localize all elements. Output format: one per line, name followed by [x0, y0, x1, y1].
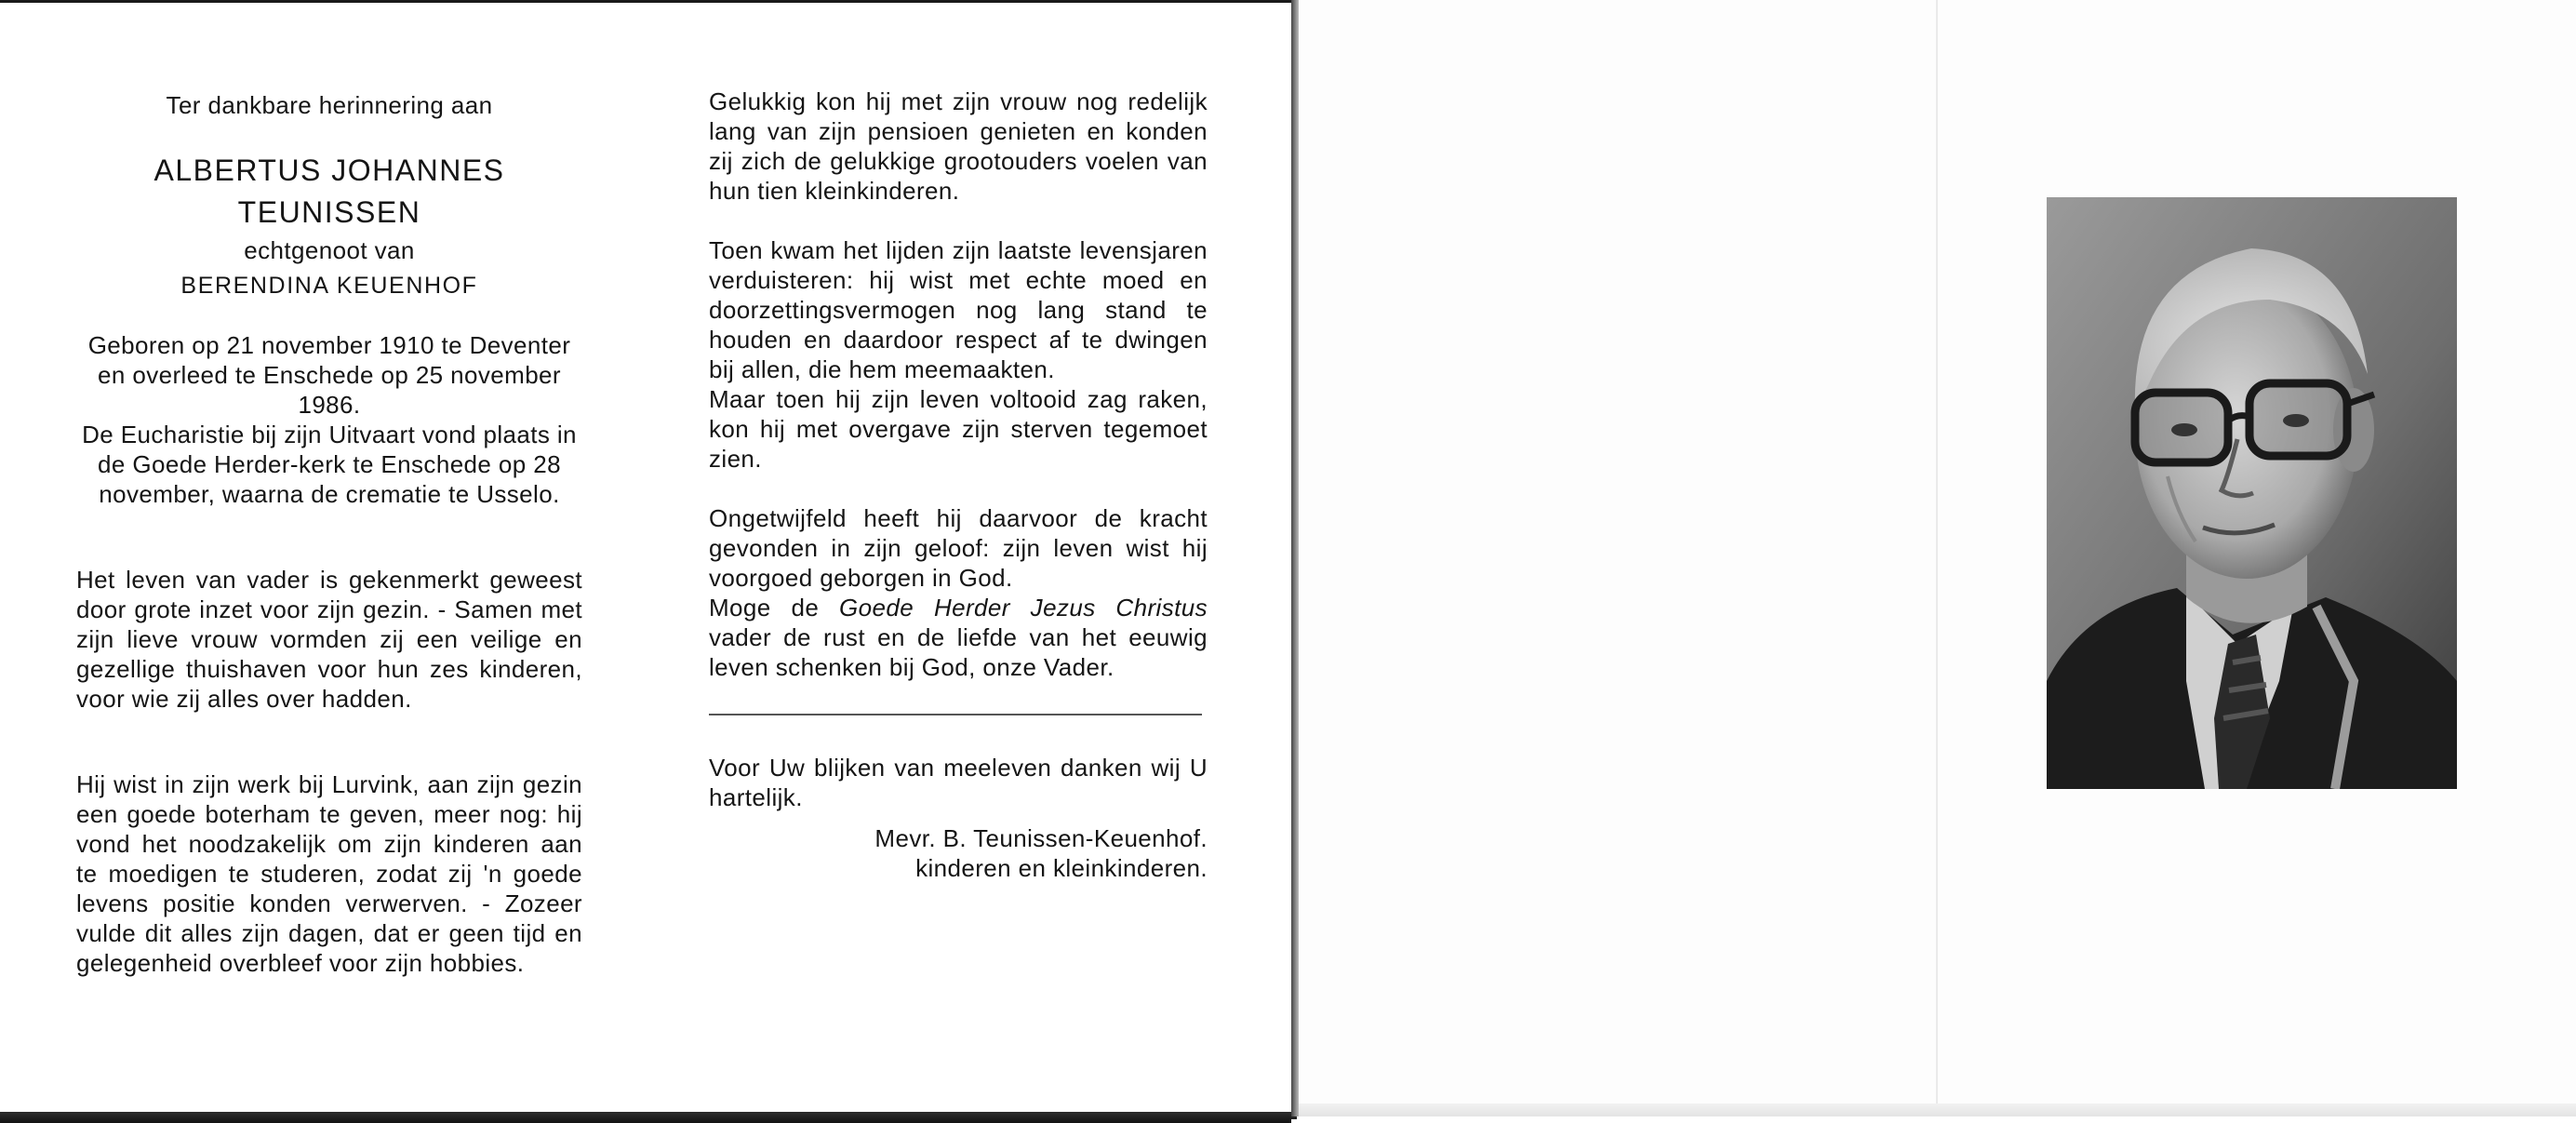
life-paragraph-1: Het leven van vader is gekenmerkt geweest door grote inzet voor zijn gezin. - Samen met zijn lieve vrouw vormden zij een veilige en gezellige thuishaven voor hun zes kinderen, voor wie zij alles over hadden.	[76, 566, 582, 713]
spouse-name: BERENDINA KEUENHOF	[180, 273, 478, 299]
portrait-photo-icon	[2047, 197, 2457, 789]
signature-line-2: kinderen en kleinkinderen.	[915, 854, 1208, 882]
deceased-name-line1: ALBERTUS JOHANNES	[153, 154, 505, 187]
birth-death-text: Geboren op 21 november 1910 te Deventer en overleed te Enschede op 25 november 1986.	[87, 331, 571, 419]
closing-prayer	[709, 593, 1208, 682]
closing-prayer-italic: Goede Herder Jezus Christus	[839, 594, 1208, 622]
card-gap	[1291, 0, 1299, 1116]
spouse-intro: echtgenoot van	[244, 236, 415, 264]
closing-prayer-start: Moge de	[709, 594, 840, 622]
portrait-photo	[2047, 197, 2457, 789]
funeral-text: De Eucharistie bij zijn Uitvaart vond plaats in de Goede Herder-kerk te Enschede op 28 november, waarna de crematie te Usselo.	[82, 421, 577, 508]
middle-column	[709, 87, 1208, 883]
divider-line	[709, 714, 1202, 715]
left-column	[76, 90, 582, 978]
deceased-name-line2: TEUNISSEN	[237, 195, 421, 229]
suffering-paragraph: Toen kwam het lijden zijn laatste levensjaren verduisteren: hij wist met echte moed en doorzettingsvermogen nog lang stand te houden en daardoor respect af te dwingen bij allen, die hem meemaakten.	[709, 236, 1208, 383]
acceptance-paragraph: Maar toen hij zijn leven voltooid zag raken, kon hij met overgave zijn sterven tegemoet zien.	[709, 385, 1208, 473]
faith-paragraph: Ongetwijfeld heeft hij daarvoor de kracht gevonden in zijn geloof: zijn leven wist hij voorgoed geborgen in God.	[709, 504, 1208, 592]
signature-line-1: Mevr. B. Teunissen-Keuenhof.	[874, 824, 1208, 852]
life-paragraph-2: Hij wist in zijn werk bij Lurvink, aan zijn gezin een goede boterham te geven, meer nog: hij vond het noodzakelijk om zijn kinderen aan te moedigen te studeren, zodat zij 'n goede levens positie konden verwerven. - Zozeer vulde dit alles zijn dagen, dat er geen tijd en gelegenheid overbleef voor zijn hobbies.	[76, 770, 582, 977]
closing-prayer-end: vader de rust en de liefde van het eeuwig leven schenken bij God, onze Vader.	[709, 623, 1208, 681]
thanks-text: Voor Uw blijken van meeleven danken wij U hartelijk.	[709, 754, 1208, 811]
pension-paragraph: Gelukkig kon hij met zijn vrouw nog redelijk lang van zijn pensioen genieten en konden zij zich de gelukkige grootouders voelen van hun tien kleinkinderen.	[709, 87, 1208, 205]
intro-text: Ter dankbare herinnering aan	[166, 91, 493, 119]
